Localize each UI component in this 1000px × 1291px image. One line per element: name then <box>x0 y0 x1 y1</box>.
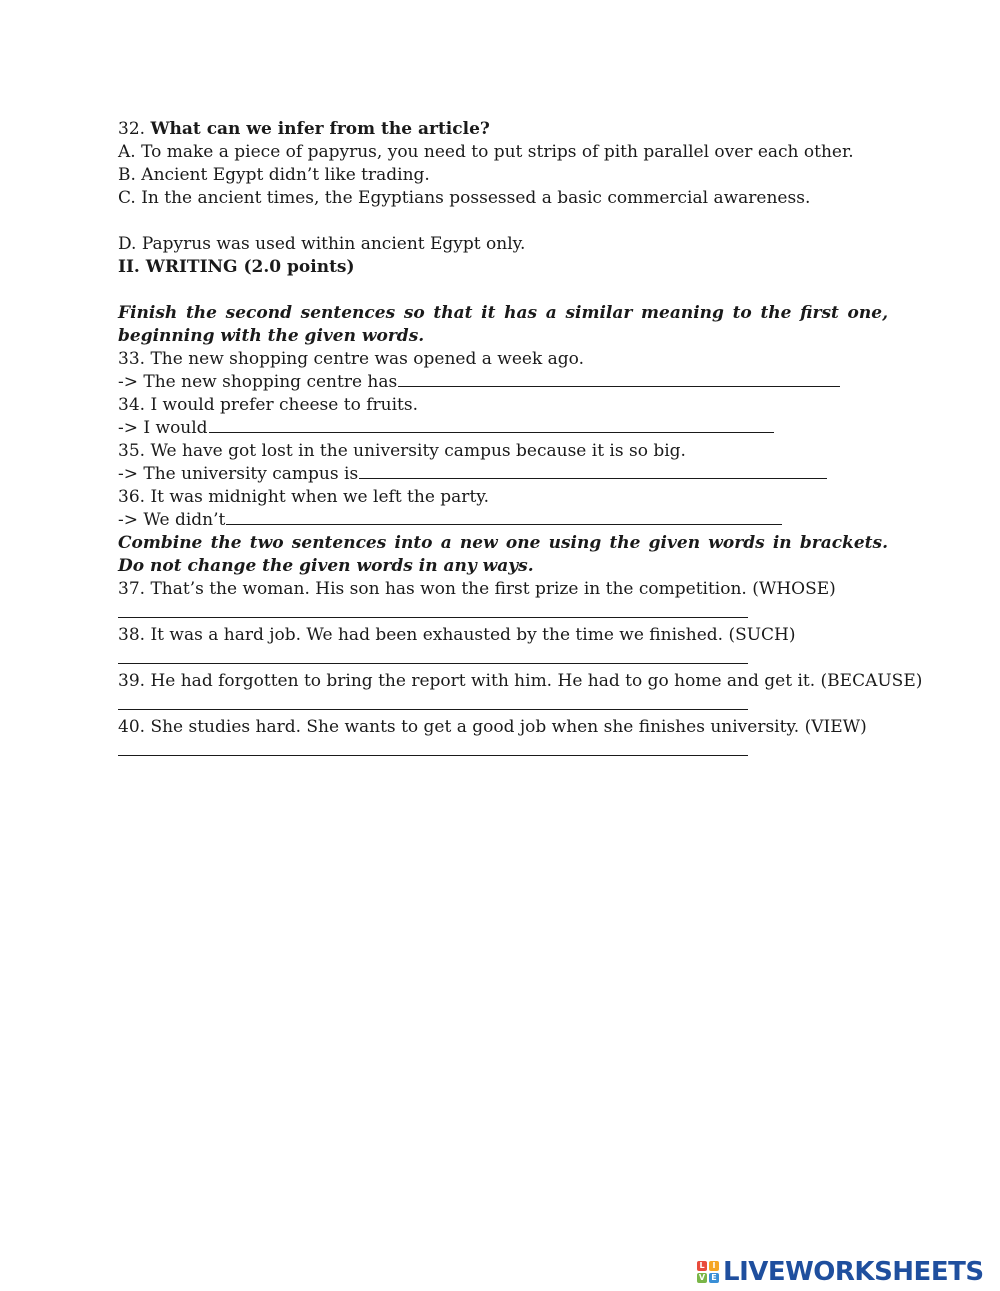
combine-item-38: 38. It was a hard job. We had been exhausted by the time we finished. (SUCH) <box>118 625 796 645</box>
answer-blank[interactable] <box>226 523 782 525</box>
combine-item-37: 37. That’s the woman. His son has won the first prize in the competition. (WHOSE) <box>118 579 836 599</box>
answer-rule <box>118 617 748 618</box>
answer-prompt: -> We didn’t <box>118 510 226 530</box>
instruction-rewrite: Finish the second sentences so that it has a similar meaning to the first one, beginning with the given words. <box>118 303 888 346</box>
answer-rule <box>118 663 748 664</box>
answer-prompt: -> I would <box>118 418 208 438</box>
liveworksheets-logo <box>697 1257 984 1287</box>
answer-37[interactable] <box>118 601 888 624</box>
option-a: A. To make a piece of papyrus, you need to put strips of pith parallel over each other. <box>118 142 854 162</box>
logo-text: LIVEWORKSHEETS <box>723 1257 984 1287</box>
answer-blank[interactable] <box>398 385 840 387</box>
rewrite-item-35: 35. We have got lost in the university campus because it is so big. <box>118 441 686 461</box>
rewrite-item-36: 36. It was midnight when we left the party. <box>118 487 490 507</box>
option-c: C. In the ancient times, the Egyptians possessed a basic commercial awareness. <box>118 188 811 208</box>
spacer <box>118 210 888 233</box>
answer-36 <box>118 509 888 532</box>
rewrite-item-33: 33. The new shopping centre was opened a week ago. <box>118 349 585 369</box>
question-text: What can we infer from the article? <box>150 119 490 139</box>
answer-39[interactable] <box>118 693 888 716</box>
answer-prompt: -> The new shopping centre has <box>118 372 398 392</box>
instruction-combine: Combine the two sentences into a new one using the given words in brackets. Do not change the given words in any ways. <box>118 533 888 576</box>
answer-rule <box>118 755 748 756</box>
answer-prompt: -> The university campus is <box>118 464 359 484</box>
answer-38[interactable] <box>118 647 888 670</box>
option-d: D. Papyrus was used within ancient Egypt only. <box>118 234 526 254</box>
option-b: B. Ancient Egypt didn’t like trading. <box>118 165 430 185</box>
logo-letter: I <box>709 1261 719 1271</box>
answer-40[interactable] <box>118 739 888 762</box>
spacer <box>118 279 888 302</box>
section-heading-writing: II. WRITING (2.0 points) <box>118 257 355 277</box>
question-32 <box>118 118 888 141</box>
answer-33 <box>118 371 888 394</box>
answer-blank[interactable] <box>209 431 774 433</box>
combine-item-39: 39. He had forgotten to bring the report with him. He had to go home and get it. (BECAUSE) <box>118 671 923 691</box>
answer-blank[interactable] <box>359 477 827 479</box>
worksheet-page <box>118 118 923 762</box>
answer-rule <box>118 709 748 710</box>
question-number: 32. <box>118 119 151 139</box>
logo-letter: E <box>709 1273 719 1283</box>
rewrite-item-34: 34. I would prefer cheese to fruits. <box>118 395 418 415</box>
logo-mark-icon <box>697 1261 719 1283</box>
answer-35 <box>118 463 888 486</box>
combine-item-40: 40. She studies hard. She wants to get a good job when she finishes university. (VIEW) <box>118 717 867 737</box>
logo-letter: V <box>698 1273 706 1282</box>
logo-letter: L <box>697 1261 707 1271</box>
answer-34 <box>118 417 888 440</box>
